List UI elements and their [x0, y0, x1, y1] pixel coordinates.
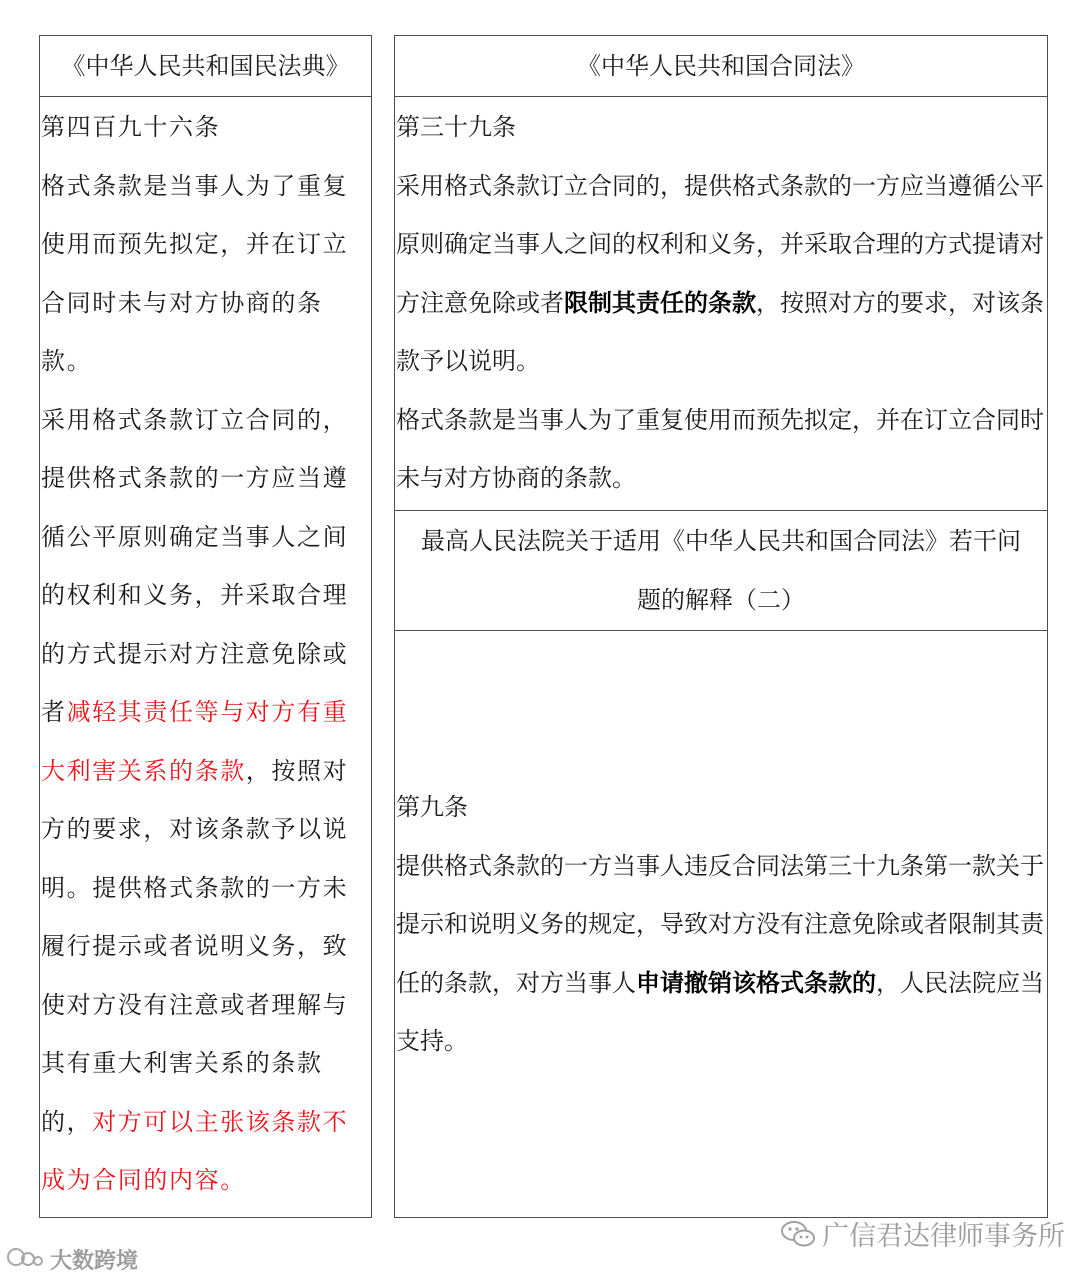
- watermark-left: [6, 1244, 138, 1275]
- highlight-red-2: 对方可以主张该条款不成为合同的内容。: [41, 1107, 349, 1194]
- watermark-left-text: 大数跨境: [50, 1249, 139, 1274]
- watermark-right: [780, 1214, 1065, 1253]
- highlight-bold: 申请撤销该格式条款的: [636, 967, 876, 997]
- article-title: 第九条: [396, 793, 468, 821]
- bubble-logo-icon: [6, 1247, 46, 1273]
- right-divider-2: [394, 630, 1048, 631]
- article-paragraph-1: 格式条款是当事人为了重复使用而预先拟定，并在订立合同时未与对方协商的条款。: [41, 171, 349, 375]
- highlight-red-1: 减轻其责任等与对方有重大利害关系的条款: [41, 698, 349, 785]
- interpretation-article-9: [396, 778, 1046, 1071]
- civil-code-header: 《中华人民共和国民法典》: [61, 52, 350, 80]
- contract-law-article-39: [396, 98, 1046, 508]
- article-paragraph-2: 格式条款是当事人为了重复使用而预先拟定，并在订立合同时未与对方协商的条款。: [396, 405, 1044, 492]
- article-paragraph-2: 采用格式条款订立合同的，提供格式条款的一方应当遵循公平原则确定当事人之间的权利和义务，并采取合理的方式提示对方注意免除或者减轻其责任等与对方有重大利害关系的条款，按照对方的要求，对该条款予以说明。提供格式条款的一方未履行提示或者说明义务，致使对方没有注意或者理解与其有重大利害关系的条款的，对方可以主张该条款不成为合同的内容。: [41, 405, 349, 1194]
- article-paragraph-1: 采用格式条款订立合同的，提供格式条款的一方应当遵循公平原则确定当事人之间的权利和义务，并采取合理的方式提请对方注意免除或者限制其责任的条款，按照对方的要求，对该条款予以说明。: [396, 171, 1044, 375]
- highlight-bold: 限制其责任的条款: [564, 287, 756, 317]
- article-paragraph-1: 提供格式条款的一方当事人违反合同法第三十九条第一款关于提示和说明义务的规定，导致对方没有注意免除或者限制其责任的条款，对方当事人申请撤销该格式条款的，人民法院应当支持。: [396, 851, 1044, 1055]
- watermark-right-text: 广信君达律师事务所: [822, 1221, 1065, 1252]
- left-header-divider: [39, 96, 372, 97]
- article-title: 第三十九条: [396, 113, 516, 141]
- article-title: 第四百九十六条: [41, 113, 221, 141]
- right-header-divider: [394, 96, 1048, 97]
- civil-code-article-496: [41, 98, 371, 1210]
- right-divider-1: [394, 510, 1048, 511]
- interpretation-title: 最高人民法院关于适用《中华人民共和国合同法》若干问 题的解释（二）: [421, 527, 1021, 614]
- contract-law-header: 《中华人民共和国合同法》: [577, 52, 865, 80]
- wechat-icon: [780, 1219, 816, 1249]
